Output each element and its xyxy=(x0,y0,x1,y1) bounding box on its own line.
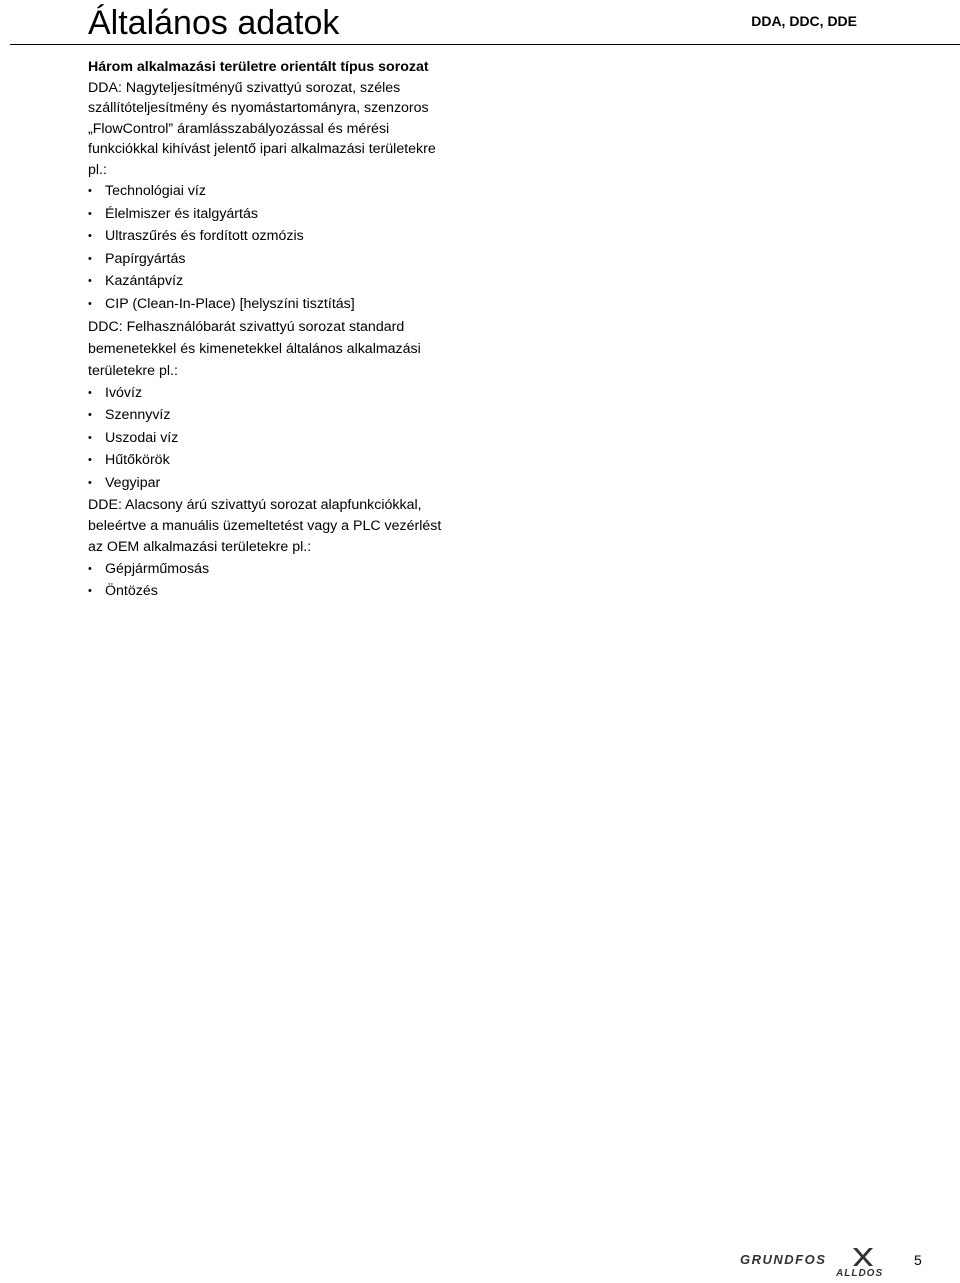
logo-subtitle: ALLDOS xyxy=(836,1268,884,1279)
page-title: Általános adatok xyxy=(88,4,340,42)
list-item: • Öntözés xyxy=(88,580,458,603)
dda-list xyxy=(88,180,458,316)
product-codes: DDA, DDC, DDE xyxy=(751,13,857,29)
grundfos-x-icon xyxy=(851,1246,875,1268)
list-item: • Ivóvíz xyxy=(88,382,458,405)
list-item: • Hűtőkörök xyxy=(88,449,458,472)
header-divider xyxy=(10,44,960,45)
dde-list xyxy=(88,558,458,603)
list-item: • CIP (Clean-In-Place) [helyszíni tisztítás] xyxy=(88,293,458,316)
dda-intro: DDA: Nagyteljesítményű szivattyú sorozat, széles szállítóteljesítmény és nyomástartományra, szenzoros „FlowControl” áramlásszabályozással és mérési funkciókkal kihívást jelentő ipari alkalmazási területekre pl.: xyxy=(88,79,436,178)
list-item: • Papírgyártás xyxy=(88,248,458,271)
list-item: • Szennyvíz xyxy=(88,404,458,427)
list-item: • Uszodai víz xyxy=(88,427,458,450)
list-item: • Élelmiszer és italgyártás xyxy=(88,203,458,226)
list-item: • Gépjárműmosás xyxy=(88,558,458,581)
ddc-intro: DDC: Felhasználóbarát szivattyú sorozat standard bemenetekkel és kimenetekkel általános alkalmazási területekre pl.: xyxy=(88,318,421,379)
grundfos-alldos-logo xyxy=(740,1246,884,1282)
dde-intro: DDE: Alacsony árú szivattyú sorozat alapfunkciókkal, beleértve a manuális üzemeltetést vagy a PLC vezérlést az OEM alkalmazási területekre pl.: xyxy=(88,496,442,555)
list-item: • Technológiai víz xyxy=(88,180,458,203)
list-item: • Vegyipar xyxy=(88,472,458,495)
list-item: • Ultraszűrés és fordított ozmózis xyxy=(88,225,458,248)
section-heading: Három alkalmazási területre orientált típus sorozat xyxy=(88,59,429,75)
page-number: 5 xyxy=(914,1252,922,1268)
main-content xyxy=(88,57,458,603)
ddc-list xyxy=(88,382,458,495)
list-item: • Kazántápvíz xyxy=(88,270,458,293)
logo-wordmark: GRUNDFOS xyxy=(740,1252,827,1267)
